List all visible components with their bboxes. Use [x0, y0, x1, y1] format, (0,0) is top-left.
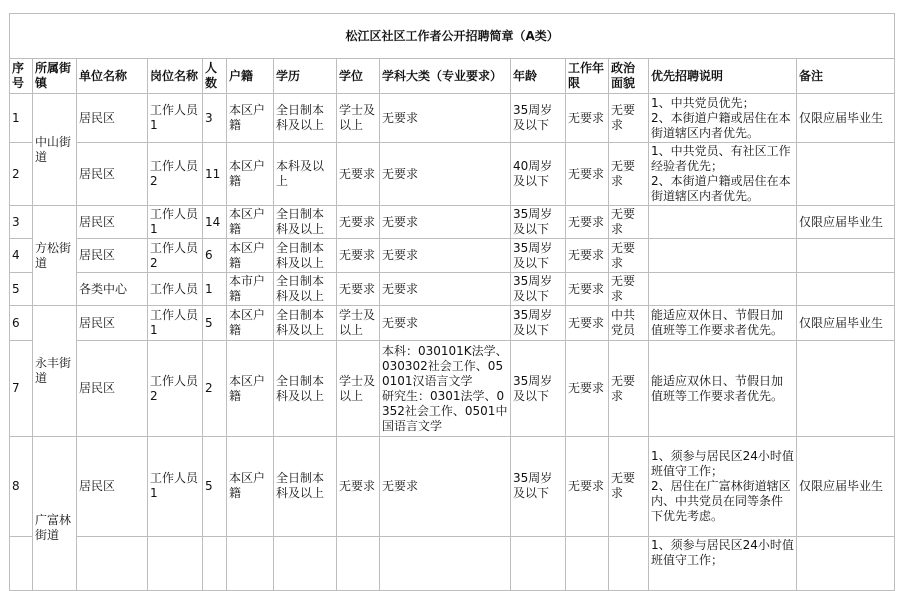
- town-cell: 中山街道: [33, 94, 77, 206]
- major-cell: 无要求: [380, 94, 511, 143]
- huji-cell: 本区户籍: [227, 206, 274, 239]
- huji-cell: 本区户籍: [227, 341, 274, 437]
- count-cell: [203, 536, 227, 590]
- post-cell: 工作人员2: [148, 341, 203, 437]
- table-row: [10, 341, 895, 437]
- page-title: 松江区社区工作者公开招聘简章（A类）: [10, 14, 895, 59]
- major-cell: 无要求: [380, 206, 511, 239]
- post-cell: 工作人员1: [148, 206, 203, 239]
- huji-cell: 本区户籍: [227, 437, 274, 537]
- header-cell: 年龄: [511, 59, 566, 94]
- unit-cell: 居民区: [77, 437, 148, 537]
- note-cell: [797, 239, 895, 273]
- politics-cell: 无要求: [609, 143, 649, 206]
- row-number: 6: [10, 306, 33, 341]
- note-cell: [797, 273, 895, 306]
- table-row: [10, 94, 895, 143]
- unit-cell: 居民区: [77, 306, 148, 341]
- huji-cell: 本市户籍: [227, 273, 274, 306]
- count-cell: 5: [203, 437, 227, 537]
- header-row: [10, 59, 895, 94]
- years-cell: 无要求: [566, 94, 609, 143]
- town-cell: 方松街道: [33, 206, 77, 306]
- post-cell: 工作人员2: [148, 239, 203, 273]
- major-cell: 无要求: [380, 306, 511, 341]
- header-cell: 备注: [797, 59, 895, 94]
- table-row: [10, 143, 895, 206]
- note-cell: [797, 536, 895, 590]
- count-cell: 1: [203, 273, 227, 306]
- degree-cell: 学士及以上: [337, 94, 380, 143]
- note-cell: [797, 341, 895, 437]
- header-cell: 所属街镇: [33, 59, 77, 94]
- town-cell: 广富林街道: [33, 437, 77, 591]
- count-cell: 3: [203, 94, 227, 143]
- header-cell: 单位名称: [77, 59, 148, 94]
- age-cell: 35周岁及以下: [511, 437, 566, 537]
- priority-cell: [649, 273, 797, 306]
- age-cell: 40周岁及以下: [511, 143, 566, 206]
- town-cell: 永丰街道: [33, 306, 77, 437]
- politics-cell: 无要求: [609, 437, 649, 537]
- row-number: 8: [10, 437, 33, 537]
- row-number: 7: [10, 341, 33, 437]
- post-cell: 工作人员2: [148, 143, 203, 206]
- row-number: 5: [10, 273, 33, 306]
- post-cell: 工作人员1: [148, 437, 203, 537]
- post-cell: 工作人员1: [148, 306, 203, 341]
- table-row: [10, 536, 895, 590]
- unit-cell: 居民区: [77, 94, 148, 143]
- header-cell: 优先招聘说明: [649, 59, 797, 94]
- header-cell: 人数: [203, 59, 227, 94]
- politics-cell: [609, 536, 649, 590]
- note-cell: 仅限应届毕业生: [797, 206, 895, 239]
- note-cell: 仅限应届毕业生: [797, 94, 895, 143]
- years-cell: 无要求: [566, 143, 609, 206]
- unit-cell: 各类中心: [77, 273, 148, 306]
- priority-cell: [649, 239, 797, 273]
- major-cell: [380, 536, 511, 590]
- education-cell: [274, 536, 337, 590]
- header-cell: 序号: [10, 59, 33, 94]
- count-cell: 14: [203, 206, 227, 239]
- major-cell: 无要求: [380, 437, 511, 537]
- header-cell: 学历: [274, 59, 337, 94]
- degree-cell: 无要求: [337, 143, 380, 206]
- age-cell: [511, 536, 566, 590]
- count-cell: 11: [203, 143, 227, 206]
- major-cell: 无要求: [380, 239, 511, 273]
- age-cell: 35周岁及以下: [511, 94, 566, 143]
- degree-cell: 无要求: [337, 273, 380, 306]
- politics-cell: 无要求: [609, 239, 649, 273]
- priority-cell: 1、须参与居民区24小时值班值守工作；: [649, 536, 797, 590]
- degree-cell: 无要求: [337, 239, 380, 273]
- unit-cell: 居民区: [77, 239, 148, 273]
- note-cell: [797, 143, 895, 206]
- unit-cell: 居民区: [77, 143, 148, 206]
- education-cell: 全日制本科及以上: [274, 341, 337, 437]
- priority-cell: 能适应双休日、节假日加值班等工作要求者优先。: [649, 306, 797, 341]
- education-cell: 全日制本科及以上: [274, 306, 337, 341]
- table-row: [10, 437, 895, 537]
- education-cell: 全日制本科及以上: [274, 437, 337, 537]
- degree-cell: 无要求: [337, 437, 380, 537]
- years-cell: 无要求: [566, 341, 609, 437]
- post-cell: 工作人员1: [148, 94, 203, 143]
- huji-cell: 本区户籍: [227, 306, 274, 341]
- post-cell: 工作人员: [148, 273, 203, 306]
- count-cell: 6: [203, 239, 227, 273]
- politics-cell: 无要求: [609, 341, 649, 437]
- unit-cell: 居民区: [77, 206, 148, 239]
- count-cell: 2: [203, 341, 227, 437]
- header-cell: 政治面貌: [609, 59, 649, 94]
- post-cell: [148, 536, 203, 590]
- years-cell: 无要求: [566, 206, 609, 239]
- table-row: [10, 239, 895, 273]
- age-cell: 35周岁及以下: [511, 306, 566, 341]
- row-number: 3: [10, 206, 33, 239]
- education-cell: 全日制本科及以上: [274, 273, 337, 306]
- politics-cell: 无要求: [609, 273, 649, 306]
- note-cell: 仅限应届毕业生: [797, 437, 895, 537]
- degree-cell: [337, 536, 380, 590]
- header-cell: 工作年限: [566, 59, 609, 94]
- age-cell: 35周岁及以下: [511, 273, 566, 306]
- degree-cell: 学士及以上: [337, 341, 380, 437]
- note-cell: 仅限应届毕业生: [797, 306, 895, 341]
- politics-cell: 中共党员: [609, 306, 649, 341]
- huji-cell: [227, 536, 274, 590]
- table-row: [10, 206, 895, 239]
- major-cell: 无要求: [380, 143, 511, 206]
- header-cell: 岗位名称: [148, 59, 203, 94]
- recruitment-table: [9, 13, 895, 591]
- degree-cell: 无要求: [337, 206, 380, 239]
- age-cell: 35周岁及以下: [511, 341, 566, 437]
- table-row: [10, 273, 895, 306]
- politics-cell: 无要求: [609, 94, 649, 143]
- education-cell: 全日制本科及以上: [274, 206, 337, 239]
- huji-cell: 本区户籍: [227, 143, 274, 206]
- priority-cell: 1、中共党员、有社区工作经验者优先； 2、本街道户籍或居住在本街道辖区内者优先。: [649, 143, 797, 206]
- huji-cell: 本区户籍: [227, 94, 274, 143]
- header-cell: 学科大类（专业要求）: [380, 59, 511, 94]
- count-cell: 5: [203, 306, 227, 341]
- years-cell: 无要求: [566, 437, 609, 537]
- years-cell: 无要求: [566, 239, 609, 273]
- unit-cell: 居民区: [77, 341, 148, 437]
- priority-cell: [649, 206, 797, 239]
- row-number: 4: [10, 239, 33, 273]
- age-cell: 35周岁及以下: [511, 206, 566, 239]
- huji-cell: 本区户籍: [227, 239, 274, 273]
- major-cell: 无要求: [380, 273, 511, 306]
- age-cell: 35周岁及以下: [511, 239, 566, 273]
- priority-cell: 1、中共党员优先； 2、本街道户籍或居住在本街道辖区内者优先。: [649, 94, 797, 143]
- years-cell: 无要求: [566, 306, 609, 341]
- degree-cell: 学士及以上: [337, 306, 380, 341]
- header-cell: 学位: [337, 59, 380, 94]
- row-number: 1: [10, 94, 33, 143]
- years-cell: [566, 536, 609, 590]
- major-cell: 本科：030101K法学、030302社会工作、050101汉语言文学 研究生：0301法学、0352社会工作、0501中国语言文学: [380, 341, 511, 437]
- priority-cell: 1、须参与居民区24小时值班值守工作； 2、居住在广富林街道辖区内、中共党员在同等条件下优先考虑。: [649, 437, 797, 537]
- table-row: [10, 306, 895, 341]
- header-cell: 户籍: [227, 59, 274, 94]
- education-cell: 全日制本科及以上: [274, 94, 337, 143]
- row-number: 2: [10, 143, 33, 206]
- politics-cell: 无要求: [609, 206, 649, 239]
- unit-cell: [77, 536, 148, 590]
- priority-cell: 能适应双休日、节假日加值班等工作要求者优先。: [649, 341, 797, 437]
- education-cell: 本科及以上: [274, 143, 337, 206]
- education-cell: 全日制本科及以上: [274, 239, 337, 273]
- row-number: [10, 536, 33, 590]
- years-cell: 无要求: [566, 273, 609, 306]
